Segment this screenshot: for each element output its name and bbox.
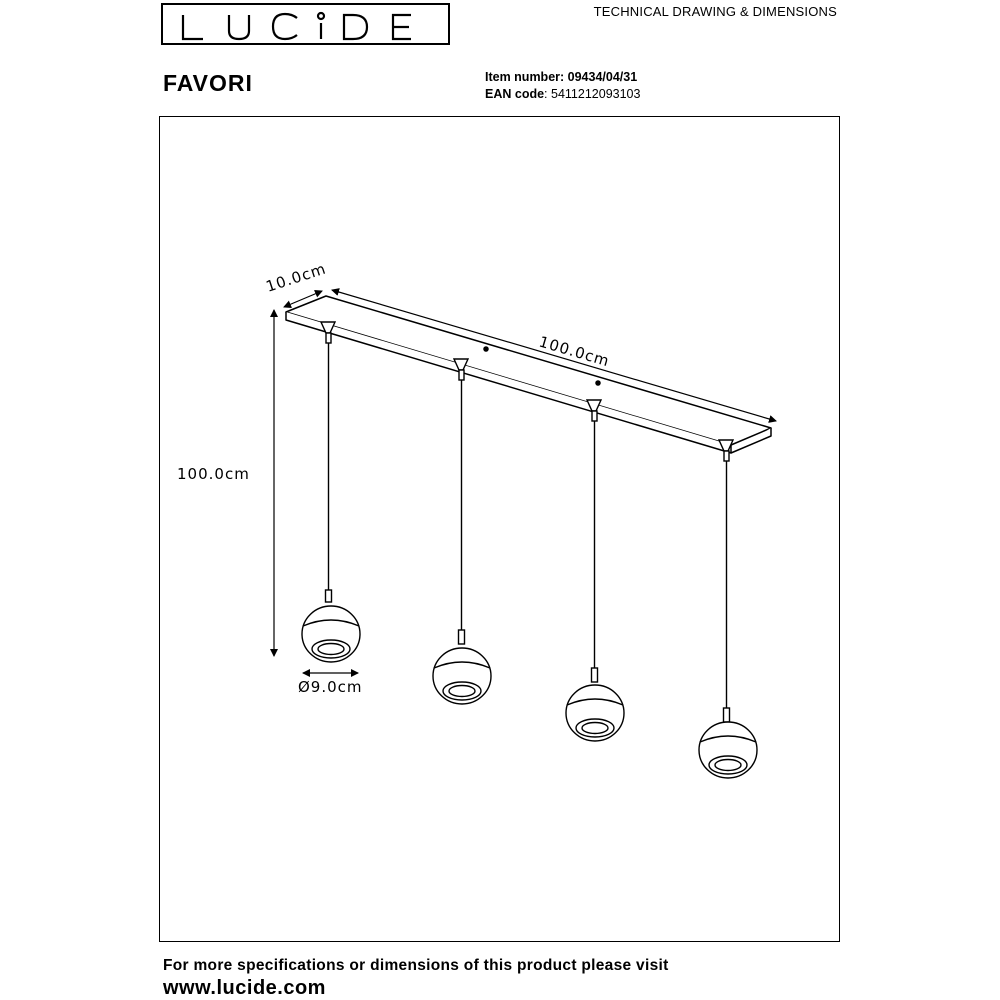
- product-name: FAVORI: [163, 70, 253, 96]
- ean-value: 5411212093103: [551, 87, 641, 101]
- item-number-row: Item number: 09434/04/31: [485, 70, 638, 84]
- length-dimension: [332, 290, 776, 421]
- pendant-light-3: [566, 400, 624, 741]
- depth-label: 10.0cm: [263, 259, 329, 296]
- item-number-label: Item number: [485, 70, 561, 84]
- ean-row: EAN code: 5411212093103: [485, 87, 641, 101]
- pendant-light-4: [699, 440, 757, 778]
- item-number-value: 09434/04/31: [567, 70, 638, 84]
- length-label: 100.0cm: [536, 332, 612, 371]
- pendant-light-1: [302, 322, 360, 662]
- footer-text: For more specifications or dimensions of this product please visit: [163, 957, 669, 974]
- height-label: 100.0cm: [177, 465, 250, 483]
- height-dimension: [177, 310, 274, 656]
- shade-diameter-dimension: [298, 673, 363, 696]
- pendant-light-2: [433, 359, 491, 704]
- header-title: TECHNICAL DRAWING & DIMENSIONS: [593, 4, 837, 19]
- shade-diameter-label: Ø9.0cm: [298, 678, 363, 696]
- ean-label: EAN code: [485, 87, 545, 101]
- footer-url-link[interactable]: www.lucide.com: [163, 977, 326, 999]
- ceiling-canopy: [286, 296, 771, 453]
